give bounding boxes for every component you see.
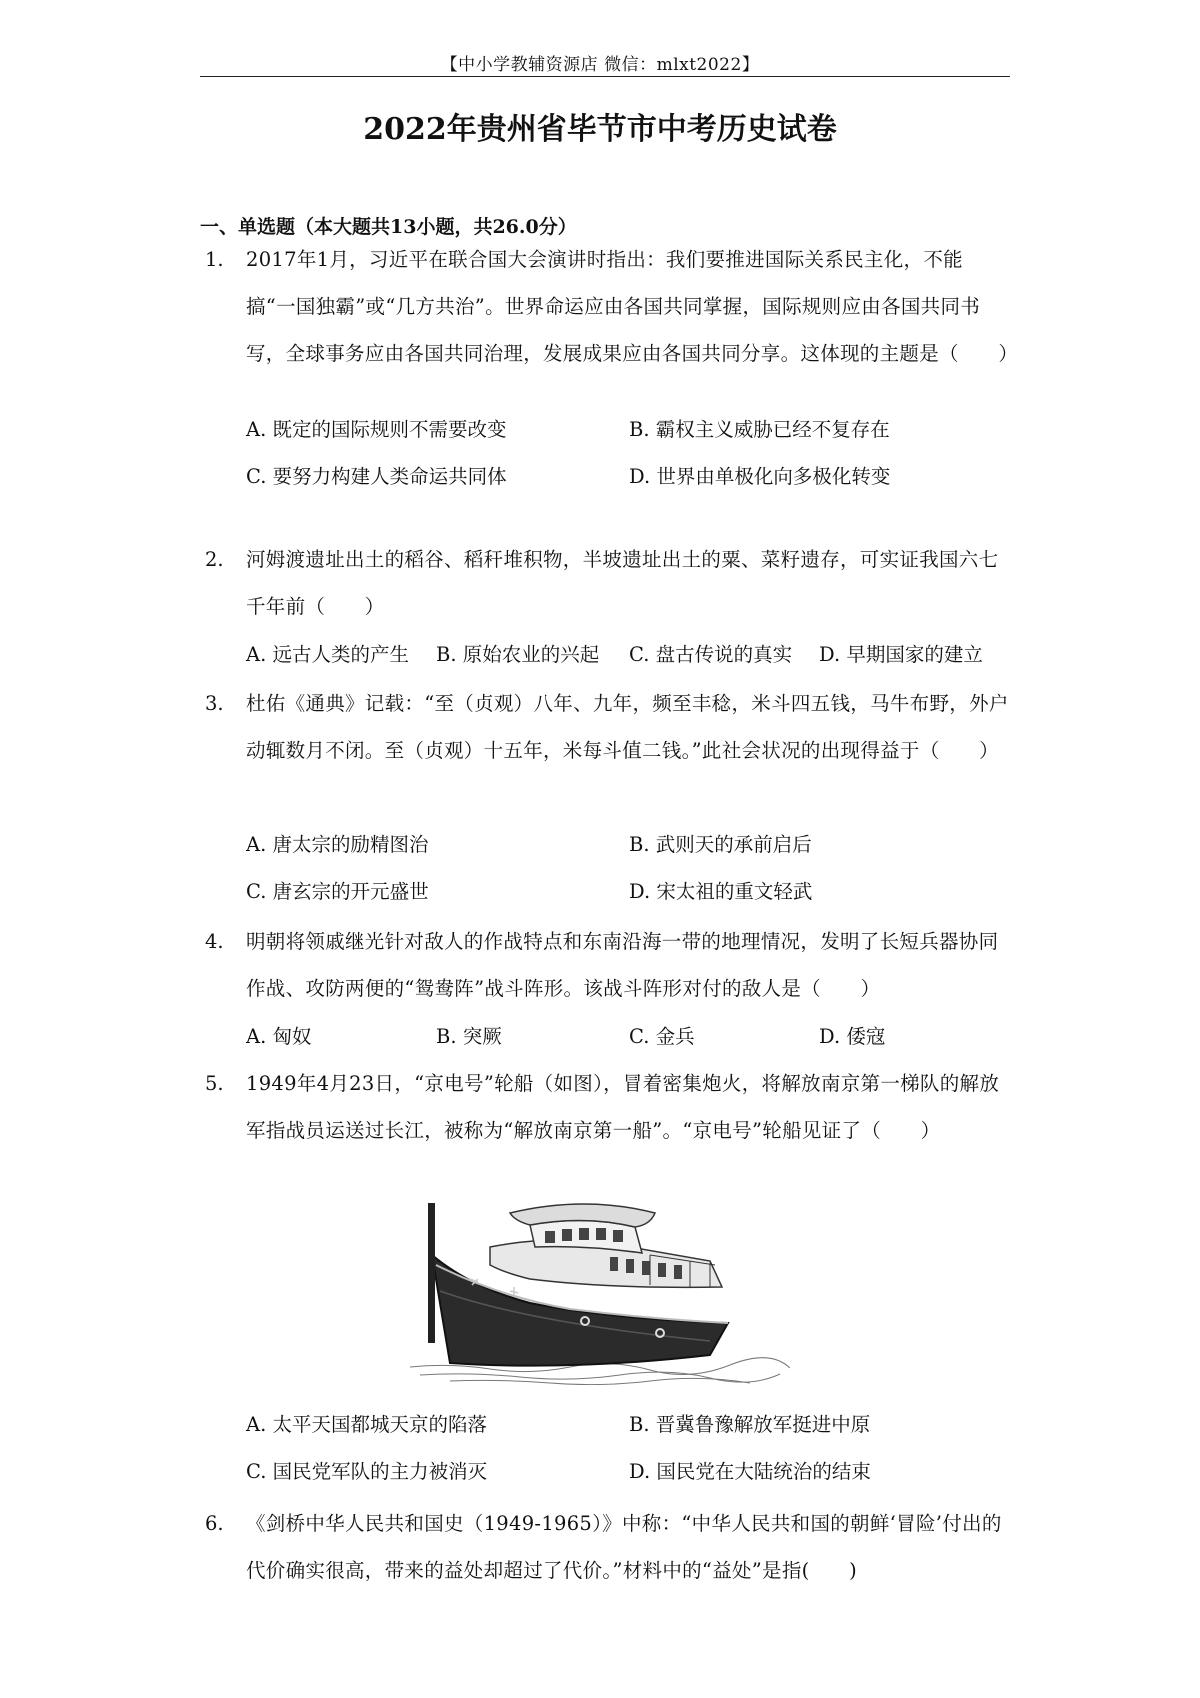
bow-post xyxy=(428,1203,435,1343)
question-stem: 杜佑《通典》记载：“至（贞观）八年、九年，频至丰稔，米斗四五钱，马牛布野，外户动辄数月不闭。至（贞观）十五年，米每斗值二钱。”此社会状况的出现得益于（ ） xyxy=(246,692,1009,762)
question-number: 5. xyxy=(205,1072,224,1095)
question-number: 6. xyxy=(205,1512,224,1535)
option-d: D. 倭寇 xyxy=(819,1025,886,1048)
question-4-options xyxy=(246,1013,1010,1060)
question-3-options xyxy=(246,821,1010,915)
question-stem: 《剑桥中华人民共和国史（1949-1965）》中称：“中华人民共和国的朝鲜‘冒险’付出的代价确实很高，带来的益处却超过了代价。”材料中的“益处”是指( ) xyxy=(246,1512,1002,1582)
option-b: B. 晋冀鲁豫解放军挺进中原 xyxy=(629,1413,871,1436)
option-b: B. 原始农业的兴起 xyxy=(436,643,600,666)
option-a: A. 匈奴 xyxy=(246,1025,312,1048)
question-stem: 明朝将领戚继光针对敌人的作战特点和东南沿海一带的地理情况，发明了长短兵器协同作战、攻防两便的“鸳鸯阵”战斗阵形。该战斗阵形对付的敌人是（ ） xyxy=(246,930,999,1000)
question-5 xyxy=(200,1060,1010,1154)
option-a: A. 太平天国都城天京的陷落 xyxy=(246,1413,487,1436)
question-3 xyxy=(200,680,1010,774)
question-2 xyxy=(200,536,1010,630)
option-b: B. 霸权主义威胁已经不复存在 xyxy=(629,418,890,441)
question-4 xyxy=(200,918,1010,1012)
option-a: A. 远古人类的产生 xyxy=(246,643,409,666)
question-2-options xyxy=(246,631,1010,678)
question-5-options xyxy=(246,1401,1010,1495)
option-d: D. 世界由单极化向多极化转变 xyxy=(629,465,891,488)
option-d: D. 宋太祖的重文轻武 xyxy=(629,880,813,903)
option-c: C. 唐玄宗的开元盛世 xyxy=(246,880,429,903)
option-b: B. 突厥 xyxy=(436,1025,502,1048)
question-number: 4. xyxy=(205,930,224,953)
question-6 xyxy=(200,1500,1010,1594)
question-number: 2. xyxy=(205,548,224,571)
option-d: D. 早期国家的建立 xyxy=(819,643,983,666)
question-stem: 2017年1月，习近平在联合国大会演讲时指出：我们要推进国际关系民主化，不能搞“一国独霸”或“几方共治”。世界命运应由各国共同掌握，国际规则应由各国共同书写，全球事务应由各国共同治理，发展成果应由各国共同分享。这体现的主题是（ ） xyxy=(246,248,1019,365)
page-header: 【中小学教辅资源店 微信：mlxt2022】 xyxy=(440,55,760,75)
question-stem: 河姆渡遗址出土的稻谷、稻秆堆积物，半坡遗址出土的粟、菜籽遗存，可实证我国六七千年前（ ） xyxy=(246,548,999,618)
option-c: C. 金兵 xyxy=(629,1025,695,1048)
option-a: A. 唐太宗的励精图治 xyxy=(246,833,429,856)
option-a: A. 既定的国际规则不需要改变 xyxy=(246,418,507,441)
option-b: B. 武则天的承前启后 xyxy=(629,833,812,856)
question-1 xyxy=(200,236,1019,377)
option-d: D. 国民党在大陆统治的结束 xyxy=(629,1460,871,1483)
page-title: 2022年贵州省毕节市中考历史试卷 xyxy=(363,112,837,147)
question-1-options xyxy=(246,406,1010,500)
question-number: 3. xyxy=(205,692,224,715)
option-c: C. 盘古传说的真实 xyxy=(629,643,793,666)
option-c: C. 要努力构建人类命运共同体 xyxy=(246,465,507,488)
question-stem: 1949年4月23日，“京电号”轮船（如图），冒着密集炮火，将解放南京第一梯队的解放军指战员运送过长江，被称为“解放南京第一船”。“京电号”轮船见证了（ ） xyxy=(246,1072,1000,1142)
header-divider xyxy=(200,76,1010,77)
ship-illustration xyxy=(410,1195,790,1385)
option-c: C. 国民党军队的主力被消灭 xyxy=(246,1460,488,1483)
question-number: 1. xyxy=(205,248,224,271)
section-heading: 一、单选题（本大题共13小题，共26.0分） xyxy=(200,216,577,238)
